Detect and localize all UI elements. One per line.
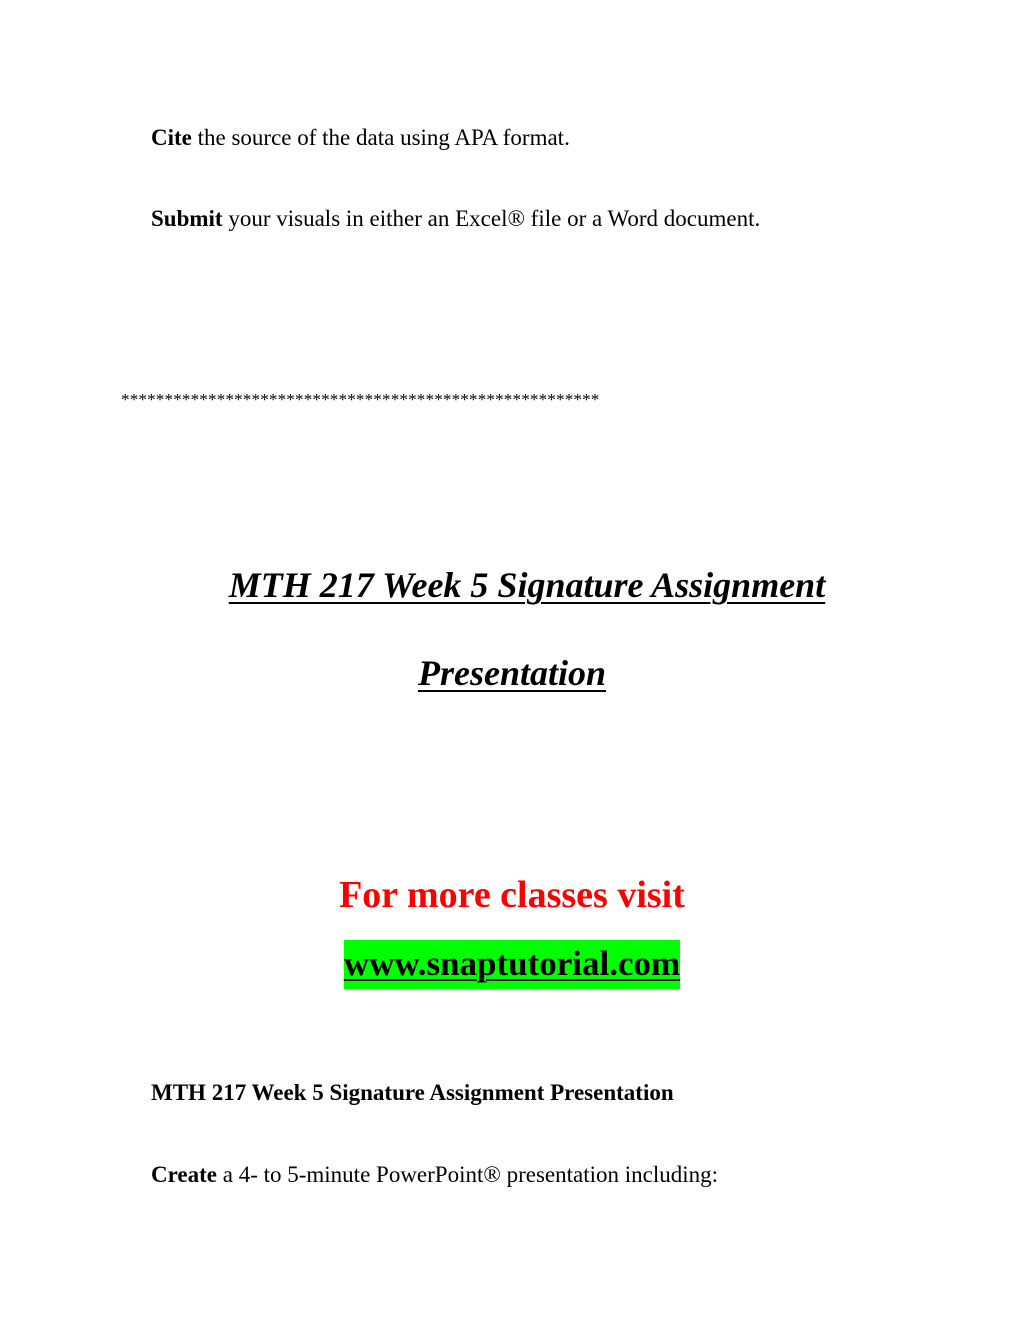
cite-keyword: Cite xyxy=(151,125,192,150)
create-instruction xyxy=(151,1163,718,1186)
submit-text: your visuals in either an Excel® file or a Word document. xyxy=(222,206,761,231)
snaptutorial-link[interactable]: www.snaptutorial.com xyxy=(344,940,680,989)
asterisk-separator: ******************************************************* xyxy=(121,390,600,409)
promo-text: For more classes visit xyxy=(339,874,685,916)
create-text: a 4- to 5-minute PowerPoint® presentation including: xyxy=(216,1162,719,1187)
promo-link-container xyxy=(0,940,1024,989)
cite-text: the source of the data using APA format. xyxy=(191,125,570,150)
submit-instruction xyxy=(151,207,760,230)
assignment-title-line-1: MTH 217 Week 5 Signature Assignment xyxy=(228,565,826,605)
assignment-title-line-2: Presentation xyxy=(417,653,606,693)
assignment-subheading: MTH 217 Week 5 Signature Assignment Presentation xyxy=(151,1080,674,1105)
create-keyword: Create xyxy=(151,1162,217,1187)
submit-keyword: Submit xyxy=(151,206,223,231)
cite-instruction xyxy=(151,126,570,149)
